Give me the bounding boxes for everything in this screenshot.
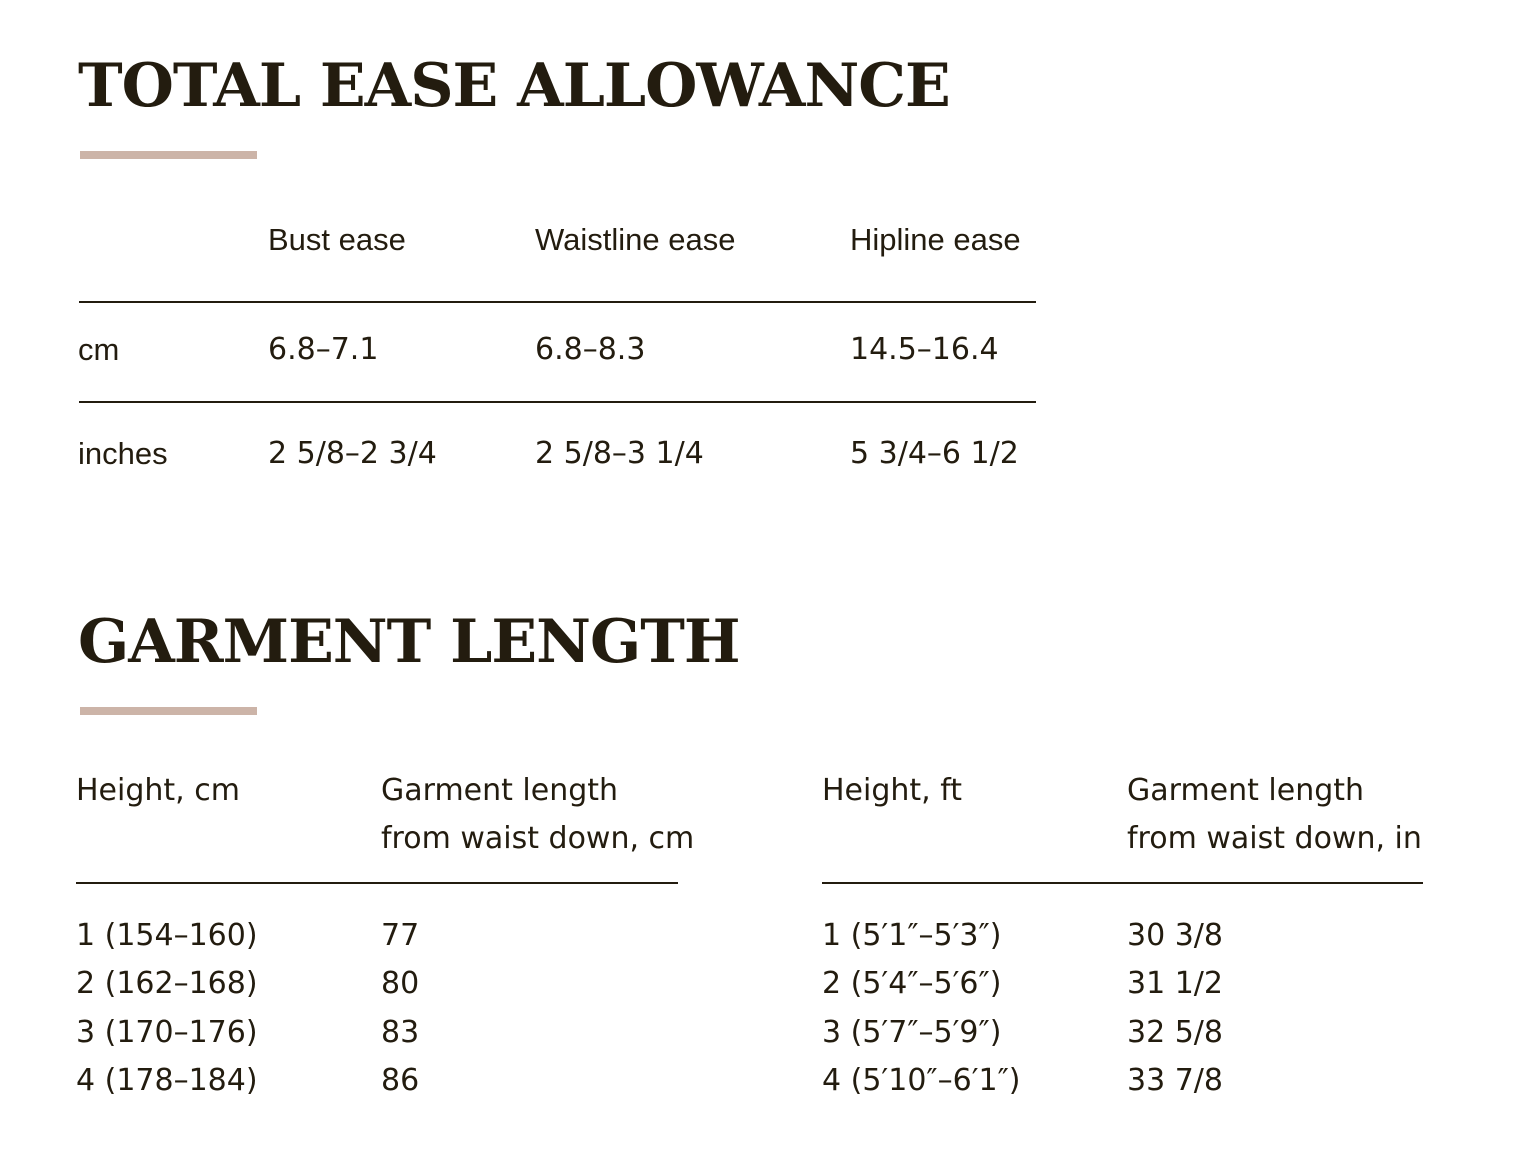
ease-row-unit-cm: cm xyxy=(78,332,120,367)
imperial-header-length: Garment length from waist down, in xyxy=(1127,773,1422,856)
metric-row-3-length: 83 xyxy=(381,1015,420,1050)
metric-row-4-length: 86 xyxy=(381,1063,420,1098)
imperial-header-divider xyxy=(822,882,1423,884)
ease-in-waistline: 2 5/8–3 1/4 xyxy=(535,436,704,471)
metric-row-1-length: 77 xyxy=(381,918,420,953)
length-title-underline xyxy=(80,707,257,715)
imperial-row-3-length: 32 5/8 xyxy=(1127,1015,1223,1050)
ease-in-bust: 2 5/8–2 3/4 xyxy=(268,436,437,471)
ease-row-unit-inches: inches xyxy=(78,436,168,471)
ease-cm-bust: 6.8–7.1 xyxy=(268,332,379,367)
ease-row-divider xyxy=(79,401,1036,403)
imperial-row-3-height: 3 (5′7″–5′9″) xyxy=(822,1015,1002,1050)
imperial-row-4-length: 33 7/8 xyxy=(1127,1063,1223,1098)
ease-title-underline xyxy=(80,151,257,159)
metric-row-2-height: 2 (162–168) xyxy=(76,966,258,1001)
imperial-row-2-height: 2 (5′4″–5′6″) xyxy=(822,966,1002,1001)
ease-col-header-waistline: Waistline ease xyxy=(535,222,736,257)
ease-col-header-hipline: Hipline ease xyxy=(850,222,1021,257)
metric-header-length: Garment length from waist down, cm xyxy=(381,773,695,856)
ease-in-hipline: 5 3/4–6 1/2 xyxy=(850,436,1019,471)
ease-cm-waistline: 6.8–8.3 xyxy=(535,332,646,367)
ease-cm-hipline: 14.5–16.4 xyxy=(850,332,999,367)
imperial-row-2-length: 31 1/2 xyxy=(1127,966,1223,1001)
metric-header-height: Height, cm xyxy=(76,773,240,808)
imperial-row-4-height: 4 (5′10″–6′1″) xyxy=(822,1063,1021,1098)
imperial-row-1-length: 30 3/8 xyxy=(1127,918,1223,953)
metric-row-3-height: 3 (170–176) xyxy=(76,1015,258,1050)
metric-row-4-height: 4 (178–184) xyxy=(76,1063,258,1098)
imperial-header-height: Height, ft xyxy=(822,773,963,808)
metric-row-1-height: 1 (154–160) xyxy=(76,918,258,953)
ease-col-header-bust: Bust ease xyxy=(268,222,406,257)
ease-header-divider xyxy=(79,301,1036,303)
metric-row-2-length: 80 xyxy=(381,966,420,1001)
length-title: GARMENT LENGTH xyxy=(78,607,740,677)
ease-title: TOTAL EASE ALLOWANCE xyxy=(78,51,950,121)
metric-header-divider xyxy=(76,882,678,884)
imperial-row-1-height: 1 (5′1″–5′3″) xyxy=(822,918,1002,953)
